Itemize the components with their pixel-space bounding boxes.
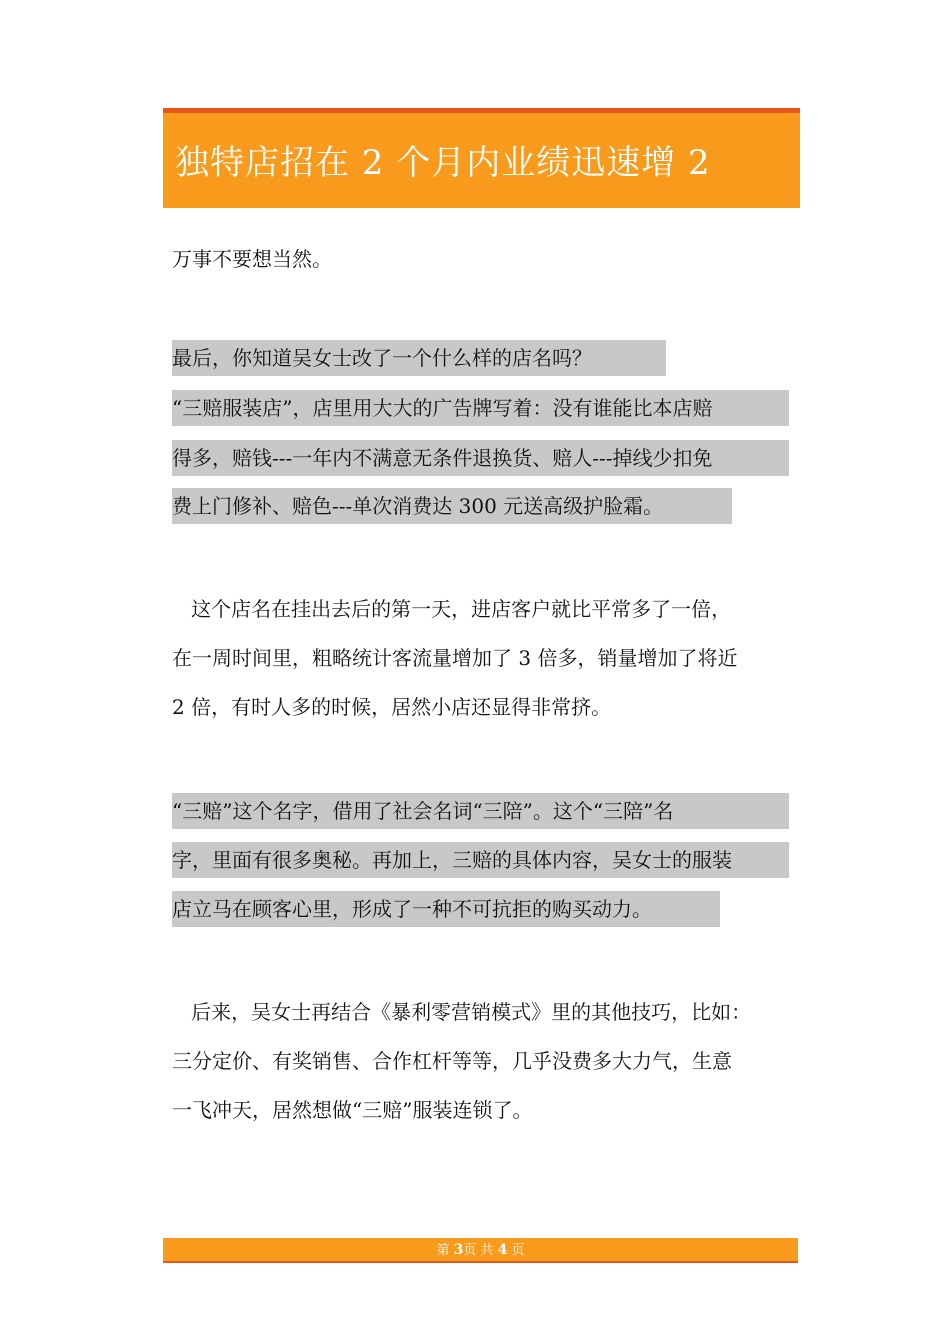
document-title: 独特店招在 2 个月内业绩迅速增 2	[175, 143, 711, 183]
page-header-bar	[163, 108, 800, 208]
paragraph-line: 这个店名在挂出去后的第一天，进店客户就比平常多了一倍，	[172, 597, 732, 621]
highlighted-line: “三赔”这个名字，借用了社会名词“三陪”。这个“三陪”名	[172, 793, 789, 829]
highlighted-line: 最后，你知道吴女士改了一个什么样的店名吗？	[172, 340, 666, 376]
paragraph-line: 后来，吴女士再结合《暴利零营销模式》里的其他技巧，比如：	[172, 1000, 752, 1024]
total-pages: 4	[497, 1242, 508, 1258]
page-number: 第 3页 共 4 页	[436, 1242, 525, 1258]
paragraph-line: 在一周时间里，粗略统计客流量增加了 3 倍多，销量增加了将近	[172, 646, 738, 670]
highlighted-line: 得多，赔钱---一年内不满意无条件退换货、赔人---掉线少扣免	[172, 440, 789, 476]
highlighted-line: 费上门修补、赔色---单次消费达 300 元送高级护脸霜。	[172, 488, 732, 524]
current-page: 3	[453, 1242, 464, 1258]
paragraph-line: 一飞冲天，居然想做“三赔”服装连锁了。	[172, 1098, 533, 1122]
paragraph-line: 三分定价、有奖销售、合作杠杆等等，几乎没费多大力气，生意	[172, 1049, 732, 1073]
page-footer-bar	[163, 1238, 798, 1263]
paragraph-line: 万事不要想当然。	[172, 247, 332, 271]
highlighted-line: “三赔服装店”，店里用大大的广告牌写着：没有谁能比本店赔	[172, 390, 789, 426]
highlighted-line: 字，里面有很多奥秘。再加上，三赔的具体内容，吴女士的服装	[172, 842, 789, 878]
paragraph-line: 2 倍，有时人多的时候，居然小店还显得非常挤。	[172, 695, 612, 719]
highlighted-line: 店立马在顾客心里，形成了一种不可抗拒的购买动力。	[172, 891, 720, 927]
